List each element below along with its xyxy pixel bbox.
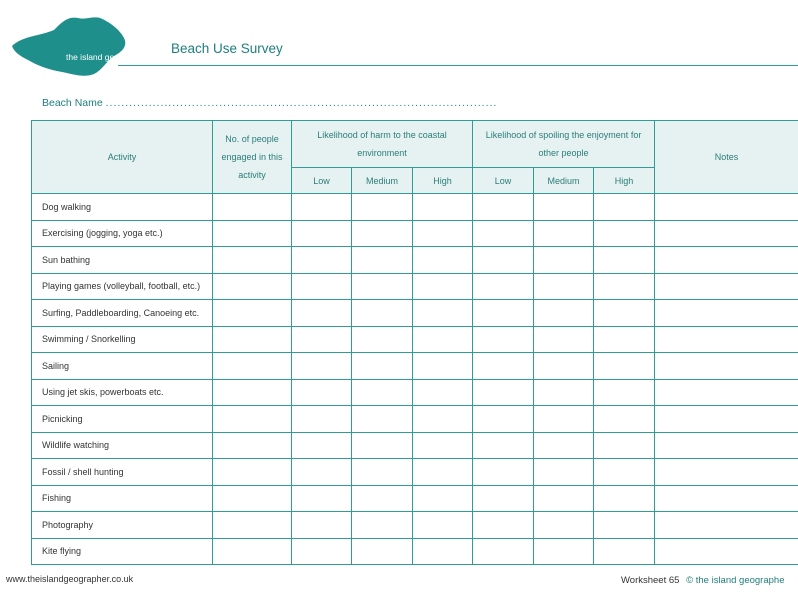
harm-high-cell[interactable] <box>413 273 473 300</box>
survey-table <box>31 120 798 565</box>
spoil-high-cell[interactable] <box>594 538 655 565</box>
harm-medium-cell[interactable] <box>352 353 413 380</box>
table-row <box>32 326 798 353</box>
footer-brand-text: the island geographe <box>695 575 785 586</box>
notes-cell[interactable] <box>655 273 798 300</box>
activity-label: Dog walking <box>32 194 213 221</box>
spoil-high-cell[interactable] <box>594 512 655 539</box>
table-row <box>32 432 798 459</box>
notes-cell[interactable] <box>655 220 798 247</box>
spoil-high-cell[interactable] <box>594 379 655 406</box>
title-divider <box>118 65 798 66</box>
activity-label: Exercising (jogging, yoga etc.) <box>32 220 213 247</box>
activity-label: Playing games (volleyball, football, etc.) <box>32 273 213 300</box>
harm-low-cell[interactable] <box>292 432 352 459</box>
activity-label: Sun bathing <box>32 247 213 274</box>
spoil-high-cell[interactable] <box>594 220 655 247</box>
spoil-low-cell[interactable] <box>473 273 534 300</box>
survey-body <box>32 194 798 565</box>
beach-name-label: Beach Name <box>42 97 103 109</box>
island-logo <box>10 12 155 82</box>
table-row <box>32 300 798 327</box>
harm-medium-cell[interactable] <box>352 459 413 486</box>
harm-high-cell[interactable] <box>413 538 473 565</box>
notes-cell[interactable] <box>655 326 798 353</box>
activity-label: Kite flying <box>32 538 213 565</box>
footer-brand <box>686 575 784 586</box>
header-spoil-likelihood: Likelihood of spoiling the enjoyment for other people <box>473 121 655 168</box>
people-count-cell[interactable] <box>213 220 292 247</box>
footer-url: www.theislandgeographer.co.uk <box>6 574 134 584</box>
harm-low-cell[interactable] <box>292 353 352 380</box>
spoil-medium-cell[interactable] <box>534 512 594 539</box>
page-title: Beach Use Survey <box>171 41 283 56</box>
logo-text: the island geographer <box>66 52 149 62</box>
notes-cell[interactable] <box>655 300 798 327</box>
harm-medium-cell[interactable] <box>352 300 413 327</box>
header-harm-low: Low <box>292 168 352 194</box>
spoil-medium-cell[interactable] <box>534 300 594 327</box>
harm-low-cell[interactable] <box>292 273 352 300</box>
header-harm-high: High <box>413 168 473 194</box>
harm-high-cell[interactable] <box>413 247 473 274</box>
people-count-cell[interactable] <box>213 459 292 486</box>
people-count-cell[interactable] <box>213 432 292 459</box>
table-row <box>32 194 798 221</box>
people-count-cell[interactable] <box>213 512 292 539</box>
people-count-cell[interactable] <box>213 273 292 300</box>
header-harm-medium: Medium <box>352 168 413 194</box>
spoil-high-cell[interactable] <box>594 432 655 459</box>
harm-low-cell[interactable] <box>292 485 352 512</box>
worksheet-number: Worksheet 65 <box>621 575 680 586</box>
spoil-high-cell[interactable] <box>594 300 655 327</box>
harm-low-cell[interactable] <box>292 194 352 221</box>
spoil-low-cell[interactable] <box>473 459 534 486</box>
spoil-high-cell[interactable] <box>594 353 655 380</box>
harm-medium-cell[interactable] <box>352 273 413 300</box>
harm-medium-cell[interactable] <box>352 194 413 221</box>
spoil-medium-cell[interactable] <box>534 353 594 380</box>
spoil-medium-cell[interactable] <box>534 326 594 353</box>
spoil-medium-cell[interactable] <box>534 379 594 406</box>
spoil-low-cell[interactable] <box>473 353 534 380</box>
people-count-cell[interactable] <box>213 353 292 380</box>
spoil-high-cell[interactable] <box>594 485 655 512</box>
notes-cell[interactable] <box>655 379 798 406</box>
spoil-low-cell[interactable] <box>473 512 534 539</box>
activity-label: Picnicking <box>32 406 213 433</box>
notes-cell[interactable] <box>655 538 798 565</box>
activity-label: Fossil / shell hunting <box>32 459 213 486</box>
table-row <box>32 512 798 539</box>
spoil-low-cell[interactable] <box>473 379 534 406</box>
spoil-medium-cell[interactable] <box>534 459 594 486</box>
harm-low-cell[interactable] <box>292 300 352 327</box>
table-row <box>32 353 798 380</box>
table-row <box>32 406 798 433</box>
spoil-high-cell[interactable] <box>594 273 655 300</box>
table-row <box>32 485 798 512</box>
beach-name-dots: .................................................................................................... <box>105 97 498 109</box>
harm-high-cell[interactable] <box>413 459 473 486</box>
spoil-low-cell[interactable] <box>473 326 534 353</box>
notes-cell[interactable] <box>655 432 798 459</box>
spoil-low-cell[interactable] <box>473 432 534 459</box>
spoil-medium-cell[interactable] <box>534 247 594 274</box>
spoil-medium-cell[interactable] <box>534 432 594 459</box>
harm-high-cell[interactable] <box>413 194 473 221</box>
beach-name-field <box>42 97 497 109</box>
activity-label: Surfing, Paddleboarding, Canoeing etc. <box>32 300 213 327</box>
island-shape-icon <box>10 12 155 82</box>
spoil-high-cell[interactable] <box>594 326 655 353</box>
harm-low-cell[interactable] <box>292 247 352 274</box>
spoil-high-cell[interactable] <box>594 459 655 486</box>
spoil-medium-cell[interactable] <box>534 194 594 221</box>
harm-low-cell[interactable] <box>292 459 352 486</box>
notes-cell[interactable] <box>655 485 798 512</box>
header-activity: Activity <box>32 121 213 194</box>
people-count-cell[interactable] <box>213 538 292 565</box>
people-count-cell[interactable] <box>213 247 292 274</box>
header-people-count: No. of people engaged in this activity <box>213 121 292 194</box>
header-notes: Notes <box>655 121 798 194</box>
people-count-cell[interactable] <box>213 326 292 353</box>
header-harm-likelihood: Likelihood of harm to the coastal environment <box>292 121 473 168</box>
harm-medium-cell[interactable] <box>352 512 413 539</box>
harm-high-cell[interactable] <box>413 300 473 327</box>
activity-label: Swimming / Snorkelling <box>32 326 213 353</box>
harm-medium-cell[interactable] <box>352 247 413 274</box>
harm-high-cell[interactable] <box>413 485 473 512</box>
header-spoil-medium: Medium <box>534 168 594 194</box>
spoil-high-cell[interactable] <box>594 247 655 274</box>
harm-medium-cell[interactable] <box>352 326 413 353</box>
table-row <box>32 379 798 406</box>
harm-medium-cell[interactable] <box>352 485 413 512</box>
spoil-low-cell[interactable] <box>473 220 534 247</box>
harm-low-cell[interactable] <box>292 406 352 433</box>
notes-cell[interactable] <box>655 512 798 539</box>
activity-label: Sailing <box>32 353 213 380</box>
table-row <box>32 538 798 565</box>
harm-low-cell[interactable] <box>292 512 352 539</box>
spoil-medium-cell[interactable] <box>534 406 594 433</box>
harm-medium-cell[interactable] <box>352 432 413 459</box>
harm-high-cell[interactable] <box>413 326 473 353</box>
table-row <box>32 247 798 274</box>
header-spoil-low: Low <box>473 168 534 194</box>
people-count-cell[interactable] <box>213 300 292 327</box>
harm-low-cell[interactable] <box>292 220 352 247</box>
people-count-cell[interactable] <box>213 406 292 433</box>
notes-cell[interactable] <box>655 247 798 274</box>
harm-high-cell[interactable] <box>413 379 473 406</box>
people-count-cell[interactable] <box>213 194 292 221</box>
harm-high-cell[interactable] <box>413 406 473 433</box>
notes-cell[interactable] <box>655 406 798 433</box>
harm-high-cell[interactable] <box>413 220 473 247</box>
people-count-cell[interactable] <box>213 379 292 406</box>
notes-cell[interactable] <box>655 459 798 486</box>
spoil-medium-cell[interactable] <box>534 485 594 512</box>
harm-medium-cell[interactable] <box>352 406 413 433</box>
footer-worksheet <box>621 575 784 586</box>
harm-medium-cell[interactable] <box>352 379 413 406</box>
notes-cell[interactable] <box>655 194 798 221</box>
harm-medium-cell[interactable] <box>352 538 413 565</box>
activity-label: Using jet skis, powerboats etc. <box>32 379 213 406</box>
spoil-low-cell[interactable] <box>473 247 534 274</box>
table-row <box>32 273 798 300</box>
spoil-high-cell[interactable] <box>594 406 655 433</box>
harm-high-cell[interactable] <box>413 432 473 459</box>
activity-label: Wildlife watching <box>32 432 213 459</box>
table-row <box>32 459 798 486</box>
spoil-low-cell[interactable] <box>473 194 534 221</box>
harm-low-cell[interactable] <box>292 379 352 406</box>
copyright-icon: © <box>686 575 694 586</box>
header-spoil-high: High <box>594 168 655 194</box>
harm-high-cell[interactable] <box>413 512 473 539</box>
harm-low-cell[interactable] <box>292 326 352 353</box>
activity-label: Photography <box>32 512 213 539</box>
people-count-cell[interactable] <box>213 485 292 512</box>
harm-medium-cell[interactable] <box>352 220 413 247</box>
spoil-low-cell[interactable] <box>473 300 534 327</box>
spoil-medium-cell[interactable] <box>534 220 594 247</box>
spoil-low-cell[interactable] <box>473 538 534 565</box>
activity-label: Fishing <box>32 485 213 512</box>
spoil-high-cell[interactable] <box>594 194 655 221</box>
harm-low-cell[interactable] <box>292 538 352 565</box>
spoil-medium-cell[interactable] <box>534 538 594 565</box>
harm-high-cell[interactable] <box>413 353 473 380</box>
notes-cell[interactable] <box>655 353 798 380</box>
spoil-low-cell[interactable] <box>473 485 534 512</box>
table-row <box>32 220 798 247</box>
spoil-low-cell[interactable] <box>473 406 534 433</box>
spoil-medium-cell[interactable] <box>534 273 594 300</box>
